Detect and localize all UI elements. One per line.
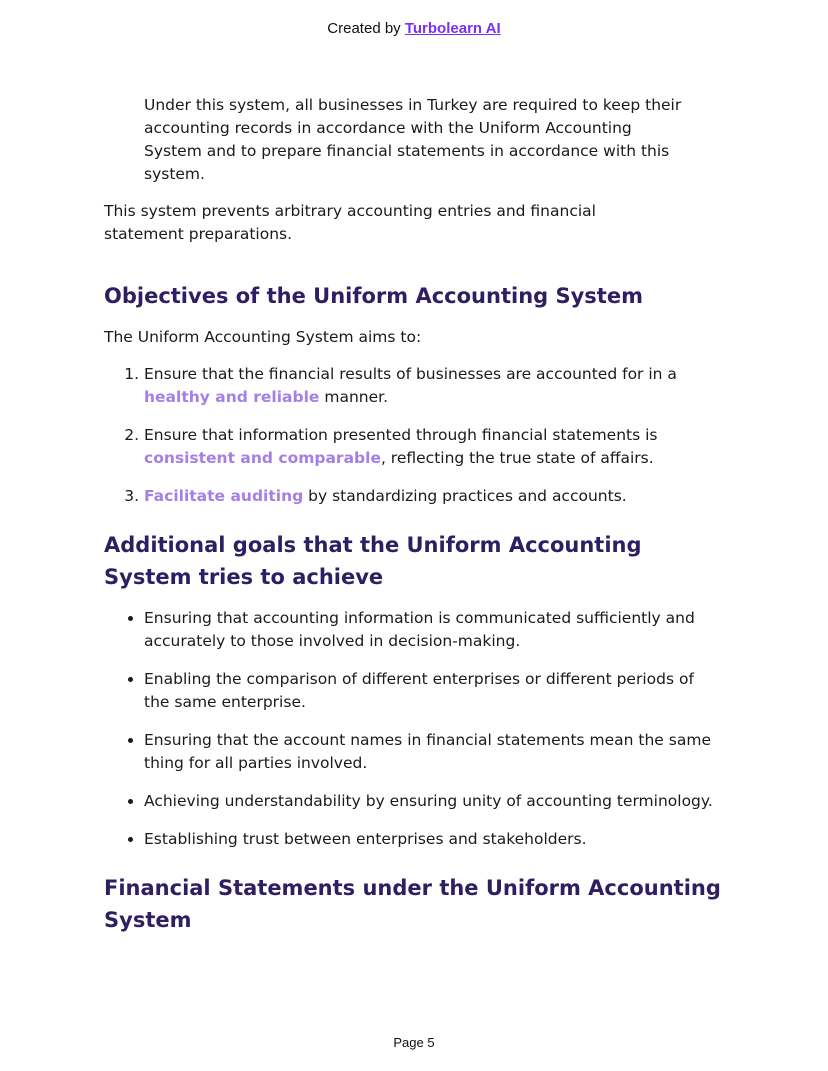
objective-text: Ensure that the financial results of businesses are accounted for in a: [144, 365, 677, 383]
objectives-list: [104, 363, 730, 508]
objective-highlight: healthy and reliable: [144, 388, 320, 406]
objective-highlight: consistent and comparable: [144, 449, 381, 467]
statements-heading: Financial Statements under the Uniform Accounting System: [104, 876, 721, 932]
document-body: [104, 94, 730, 936]
objectives-heading: Objectives of the Uniform Accounting System: [104, 284, 643, 308]
objective-text: manner.: [319, 388, 389, 406]
indented-paragraph: Under this system, all businesses in Turkey are required to keep their accounting records in accordance with the Uniform Accounting System and to prepare financial statements in accordance with this system.: [144, 96, 682, 183]
goal-item: • Achieving understandability by ensuring unity of accounting terminology.: [144, 790, 719, 813]
header-prefix: Created by: [327, 20, 401, 37]
page-header: [0, 20, 828, 37]
objective-text: Ensure that information presented through financial statements is: [144, 426, 658, 444]
intro-paragraph: This system prevents arbitrary accounting entries and financial statement preparations.: [104, 202, 596, 243]
turbolearn-link[interactable]: Turbolearn AI: [404, 20, 501, 37]
objective-text: by standardizing practices and accounts.: [303, 487, 627, 505]
objective-text: , reflecting the true state of affairs.: [380, 449, 654, 467]
objective-highlight: Facilitate auditing: [144, 487, 304, 505]
objective-item: [144, 485, 714, 508]
goal-item: • Ensuring that accounting information is communicated sufficiently and accurately to those involved in decision-making.: [144, 607, 719, 653]
objective-item: [144, 363, 714, 409]
goals-list: [104, 607, 730, 851]
goal-item: • Enabling the comparison of different enterprises or different periods of the same enterprise.: [144, 668, 719, 714]
goal-item: • Establishing trust between enterprises and stakeholders.: [144, 828, 719, 851]
objective-item: [144, 424, 714, 470]
goal-item: • Ensuring that the account names in financial statements mean the same thing for all parties involved.: [144, 729, 719, 775]
page-number: Page 5: [393, 1035, 435, 1050]
goals-heading: Additional goals that the Uniform Accounting System tries to achieve: [104, 533, 642, 589]
objectives-lead: The Uniform Accounting System aims to:: [104, 328, 422, 346]
